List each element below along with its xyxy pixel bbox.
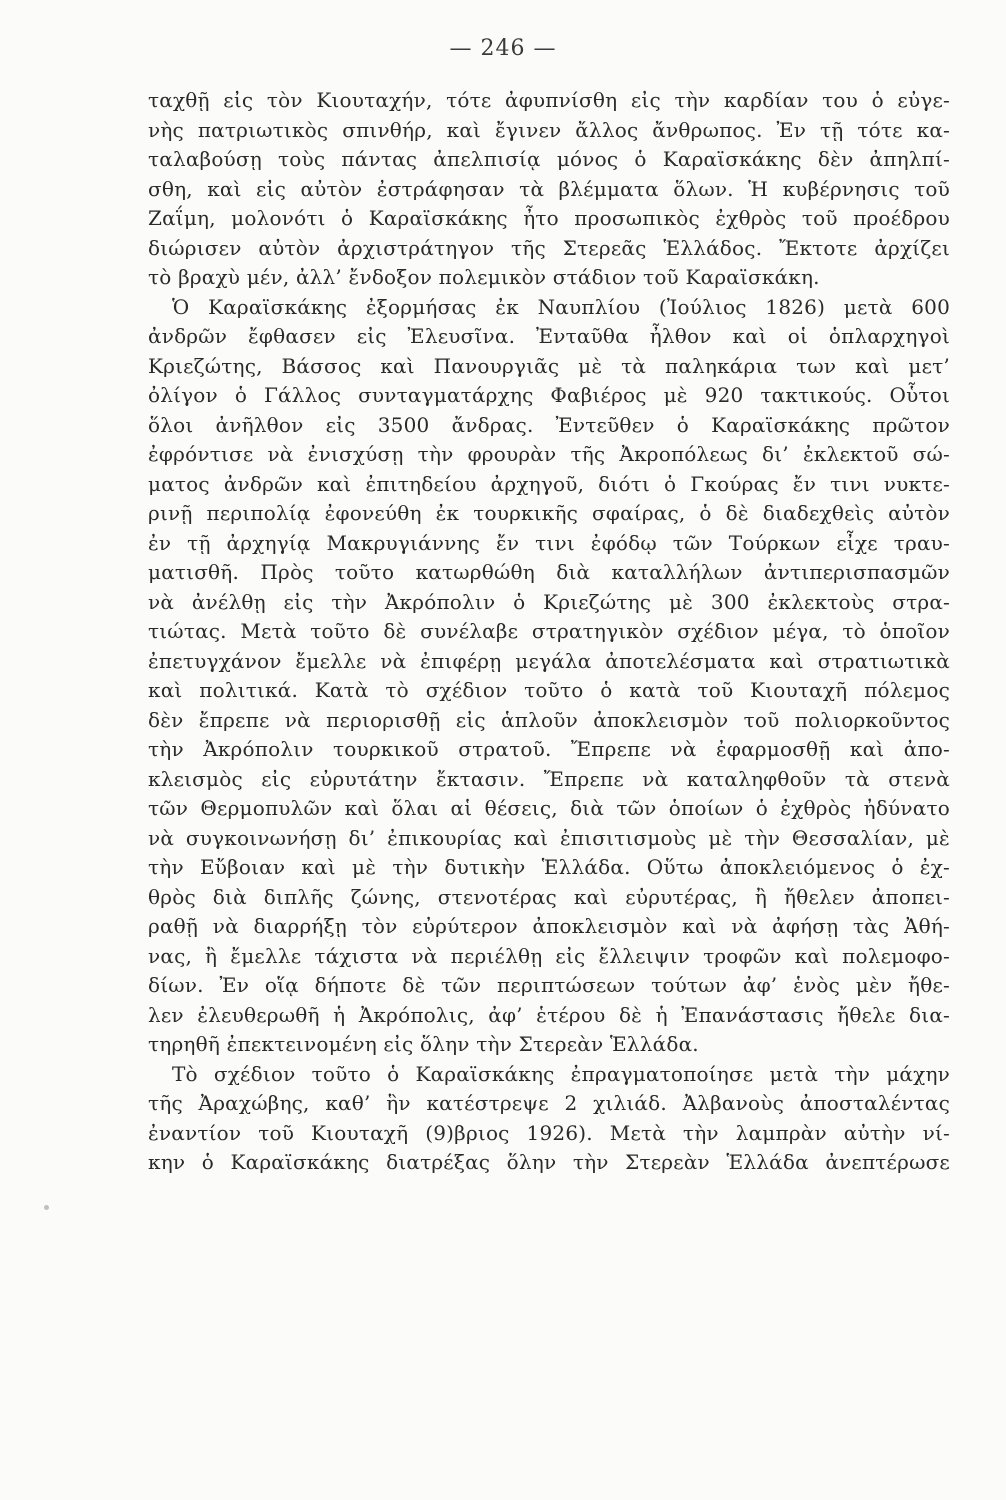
text-line: τηρηθῆ ἐπεκτεινομένη εἰς ὅλην τὴν Στερεὰν Ἑλλάδα. bbox=[148, 1032, 699, 1056]
text-line: λεν ἐλευθερωθῆ ἡ Ἀκρόπολις, ἀφ’ ἑτέρου δὲ ἡ Ἐπανάστασις ἤθελε δια- bbox=[148, 1002, 950, 1027]
text-line: νὰ ἀνέλθῃ εἰς τὴν Ἀκρόπολιν ὁ Κριεζώτης μὲ 300 ἐκλεκτοὺς στρα- bbox=[148, 589, 950, 614]
text-line: τὴν Εὔβοιαν καὶ μὲ τὴν δυτικὴν Ἑλλάδα. Οὕτω ἀποκλειόμενος ὁ ἐχ- bbox=[148, 855, 950, 879]
text-line: ἐναντίον τοῦ Κιουταχῆ (9)βριος 1926). Μετὰ τὴν λαμπρὰν αὐτὴν νί- bbox=[148, 1120, 950, 1145]
text-line: Τὸ σχέδιον τοῦτο ὁ Καραϊσκάκης ἐπραγματοποίησε μετὰ τὴν μάχην bbox=[172, 1061, 950, 1086]
text-line: σθη, καὶ εἰς αὐτὸν ἐστράφησαν τὰ βλέμματα ὅλων. Ἡ κυβέρνησις τοῦ bbox=[148, 176, 950, 201]
text-line: ὀλίγον ὁ Γάλλος συνταγματάρχης Φαβιέρος μὲ 920 τακτικούς. Οὗτοι bbox=[148, 383, 950, 407]
print-speck bbox=[44, 1205, 49, 1210]
text-line: ταλαβούσῃ τοὺς πάντας ἀπελπισίᾳ μόνος ὁ Καραϊσκάκης δὲν ἀπηλπί- bbox=[148, 147, 950, 171]
text-line: δίων. Ἐν οἵᾳ δήποτε δὲ τῶν περιπτώσεων τούτων ἀφ’ ἑνὸς μὲν ἤθε- bbox=[148, 973, 950, 997]
text-line: ἀνδρῶν ἔφθασεν εἰς Ἐλευσῖνα. Ἐνταῦθα ἦλθον καὶ οἱ ὁπλαρχηγοὶ bbox=[148, 324, 950, 348]
text-line: καὶ πολιτικά. Κατὰ τὸ σχέδιον τοῦτο ὁ κατὰ τοῦ Κιουταχῆ πόλεμος bbox=[148, 678, 950, 702]
text-line: Ὁ Καραϊσκάκης ἐξορμήσας ἐκ Ναυπλίου (Ἰούλιος 1826) μετὰ 600 bbox=[172, 294, 950, 319]
text-line: νας, ἢ ἔμελλε τάχιστα νὰ περιέλθῃ εἰς ἔλλειψιν τροφῶν καὶ πολεμοφο- bbox=[148, 943, 950, 968]
text-line: ραθῇ νὰ διαρρήξῃ τὸν εὐρύτερον ἀποκλεισμὸν καὶ νὰ ἀφήσῃ τὰς Ἀθή- bbox=[148, 914, 950, 938]
text-line: διώρισεν αὐτὸν ἀρχιστράτηγον τῆς Στερεᾶς Ἑλλάδος. Ἔκτοτε ἀρχίζει bbox=[148, 235, 950, 260]
text-line: κλεισμὸς εἰς εὐρυτάτην ἔκτασιν. Ἔπρεπε νὰ καταληφθοῦν τὰ στενὰ bbox=[148, 766, 950, 791]
text-line: δὲν ἔπρεπε νὰ περιορισθῇ εἰς ἁπλοῦν ἀποκλεισμὸν τοῦ πολιορκοῦντος bbox=[148, 707, 950, 732]
body-text bbox=[148, 86, 950, 1178]
text-line: νὰ συγκοινωνήσῃ δι’ ἐπικουρίας καὶ ἐπισιτισμοὺς μὲ τὴν Θεσσαλίαν, μὲ bbox=[148, 825, 950, 850]
text-line: τῶν Θερμοπυλῶν καὶ ὅλαι αἱ θέσεις, διὰ τῶν ὁποίων ὁ ἐχθρὸς ἠδύνατο bbox=[148, 796, 950, 820]
text-line: Κριεζώτης, Βάσσος καὶ Πανουργιᾶς μὲ τὰ παληκάρια των καὶ μετ’ bbox=[148, 353, 950, 378]
text-line: κην ὁ Καραϊσκάκης διατρέξας ὅλην τὴν Στερεὰν Ἑλλάδα ἀνεπτέρωσε bbox=[148, 1150, 950, 1174]
text-line: νὴς πατριωτικὸς σπινθήρ, καὶ ἔγινεν ἄλλος ἄνθρωπος. Ἐν τῇ τότε κα- bbox=[148, 117, 950, 142]
text-line: ματος ἀνδρῶν καὶ ἐπιτηδείου ἀρχηγοῦ, διότι ὁ Γκούρας ἔν τινι νυκτε- bbox=[148, 471, 950, 496]
text-line: ἐν τῇ ἀρχηγίᾳ Μακρυγιάννης ἔν τινι ἐφόδῳ τῶν Τούρκων εἶχε τραυ- bbox=[148, 530, 950, 555]
text-line: τὴν Ἀκρόπολιν τουρκικοῦ στρατοῦ. Ἔπρεπε νὰ ἐφαρμοσθῇ καὶ ἀπο- bbox=[148, 737, 950, 761]
text-line: τὸ βραχὺ μέν, ἀλλ’ ἔνδοξον πολεμικὸν στάδιον τοῦ Καραϊσκάκη. bbox=[148, 265, 820, 289]
text-line: θρὸς διὰ διπλῆς ζώνης, στενοτέρας καὶ εὐρυτέρας, ἢ ἤθελεν ἀποπει- bbox=[148, 884, 950, 909]
text-line: ρινῇ περιπολίᾳ ἐφονεύθη ἐκ τουρκικῆς σφαίρας, ὁ δὲ διαδεχθεὶς αὐτὸν bbox=[148, 501, 950, 525]
text-line: Ζαΐμη, μολονότι ὁ Καραϊσκάκης ἦτο προσωπικὸς ἐχθρὸς τοῦ προέδρου bbox=[148, 206, 950, 230]
text-line: ταχθῇ εἰς τὸν Κιουταχήν, τότε ἀφυπνίσθη εἰς τὴν καρδίαν του ὁ εὐγε- bbox=[148, 88, 950, 112]
page-number: — 246 — bbox=[449, 36, 557, 61]
text-line: ματισθῆ. Πρὸς τοῦτο κατωρθώθη διὰ καταλλήλων ἀντιπερισπασμῶν bbox=[148, 560, 950, 584]
text-line: τῆς Ἀραχώβης, καθ’ ἣν κατέστρεψε 2 χιλιάδ. Ἀλβανοὺς ἀποσταλέντας bbox=[148, 1091, 950, 1115]
text-line: ἐφρόντισε νὰ ἐνισχύσῃ τὴν φρουρὰν τῆς Ἀκροπόλεως δι’ ἐκλεκτοῦ σώ- bbox=[148, 442, 950, 466]
text-line: ὅλοι ἀνῆλθον εἰς 3500 ἄνδρας. Ἐντεῦθεν ὁ Καραϊσκάκης πρῶτον bbox=[148, 412, 950, 437]
text-line: τιώτας. Μετὰ τοῦτο δὲ συνέλαβε στρατηγικὸν σχέδιον μέγα, τὸ ὁποῖον bbox=[148, 619, 950, 643]
text-line: ἐπετυγχάνον ἔμελλε νὰ ἐπιφέρῃ μεγάλα ἀποτελέσματα καὶ στρατιωτικὰ bbox=[148, 648, 950, 673]
